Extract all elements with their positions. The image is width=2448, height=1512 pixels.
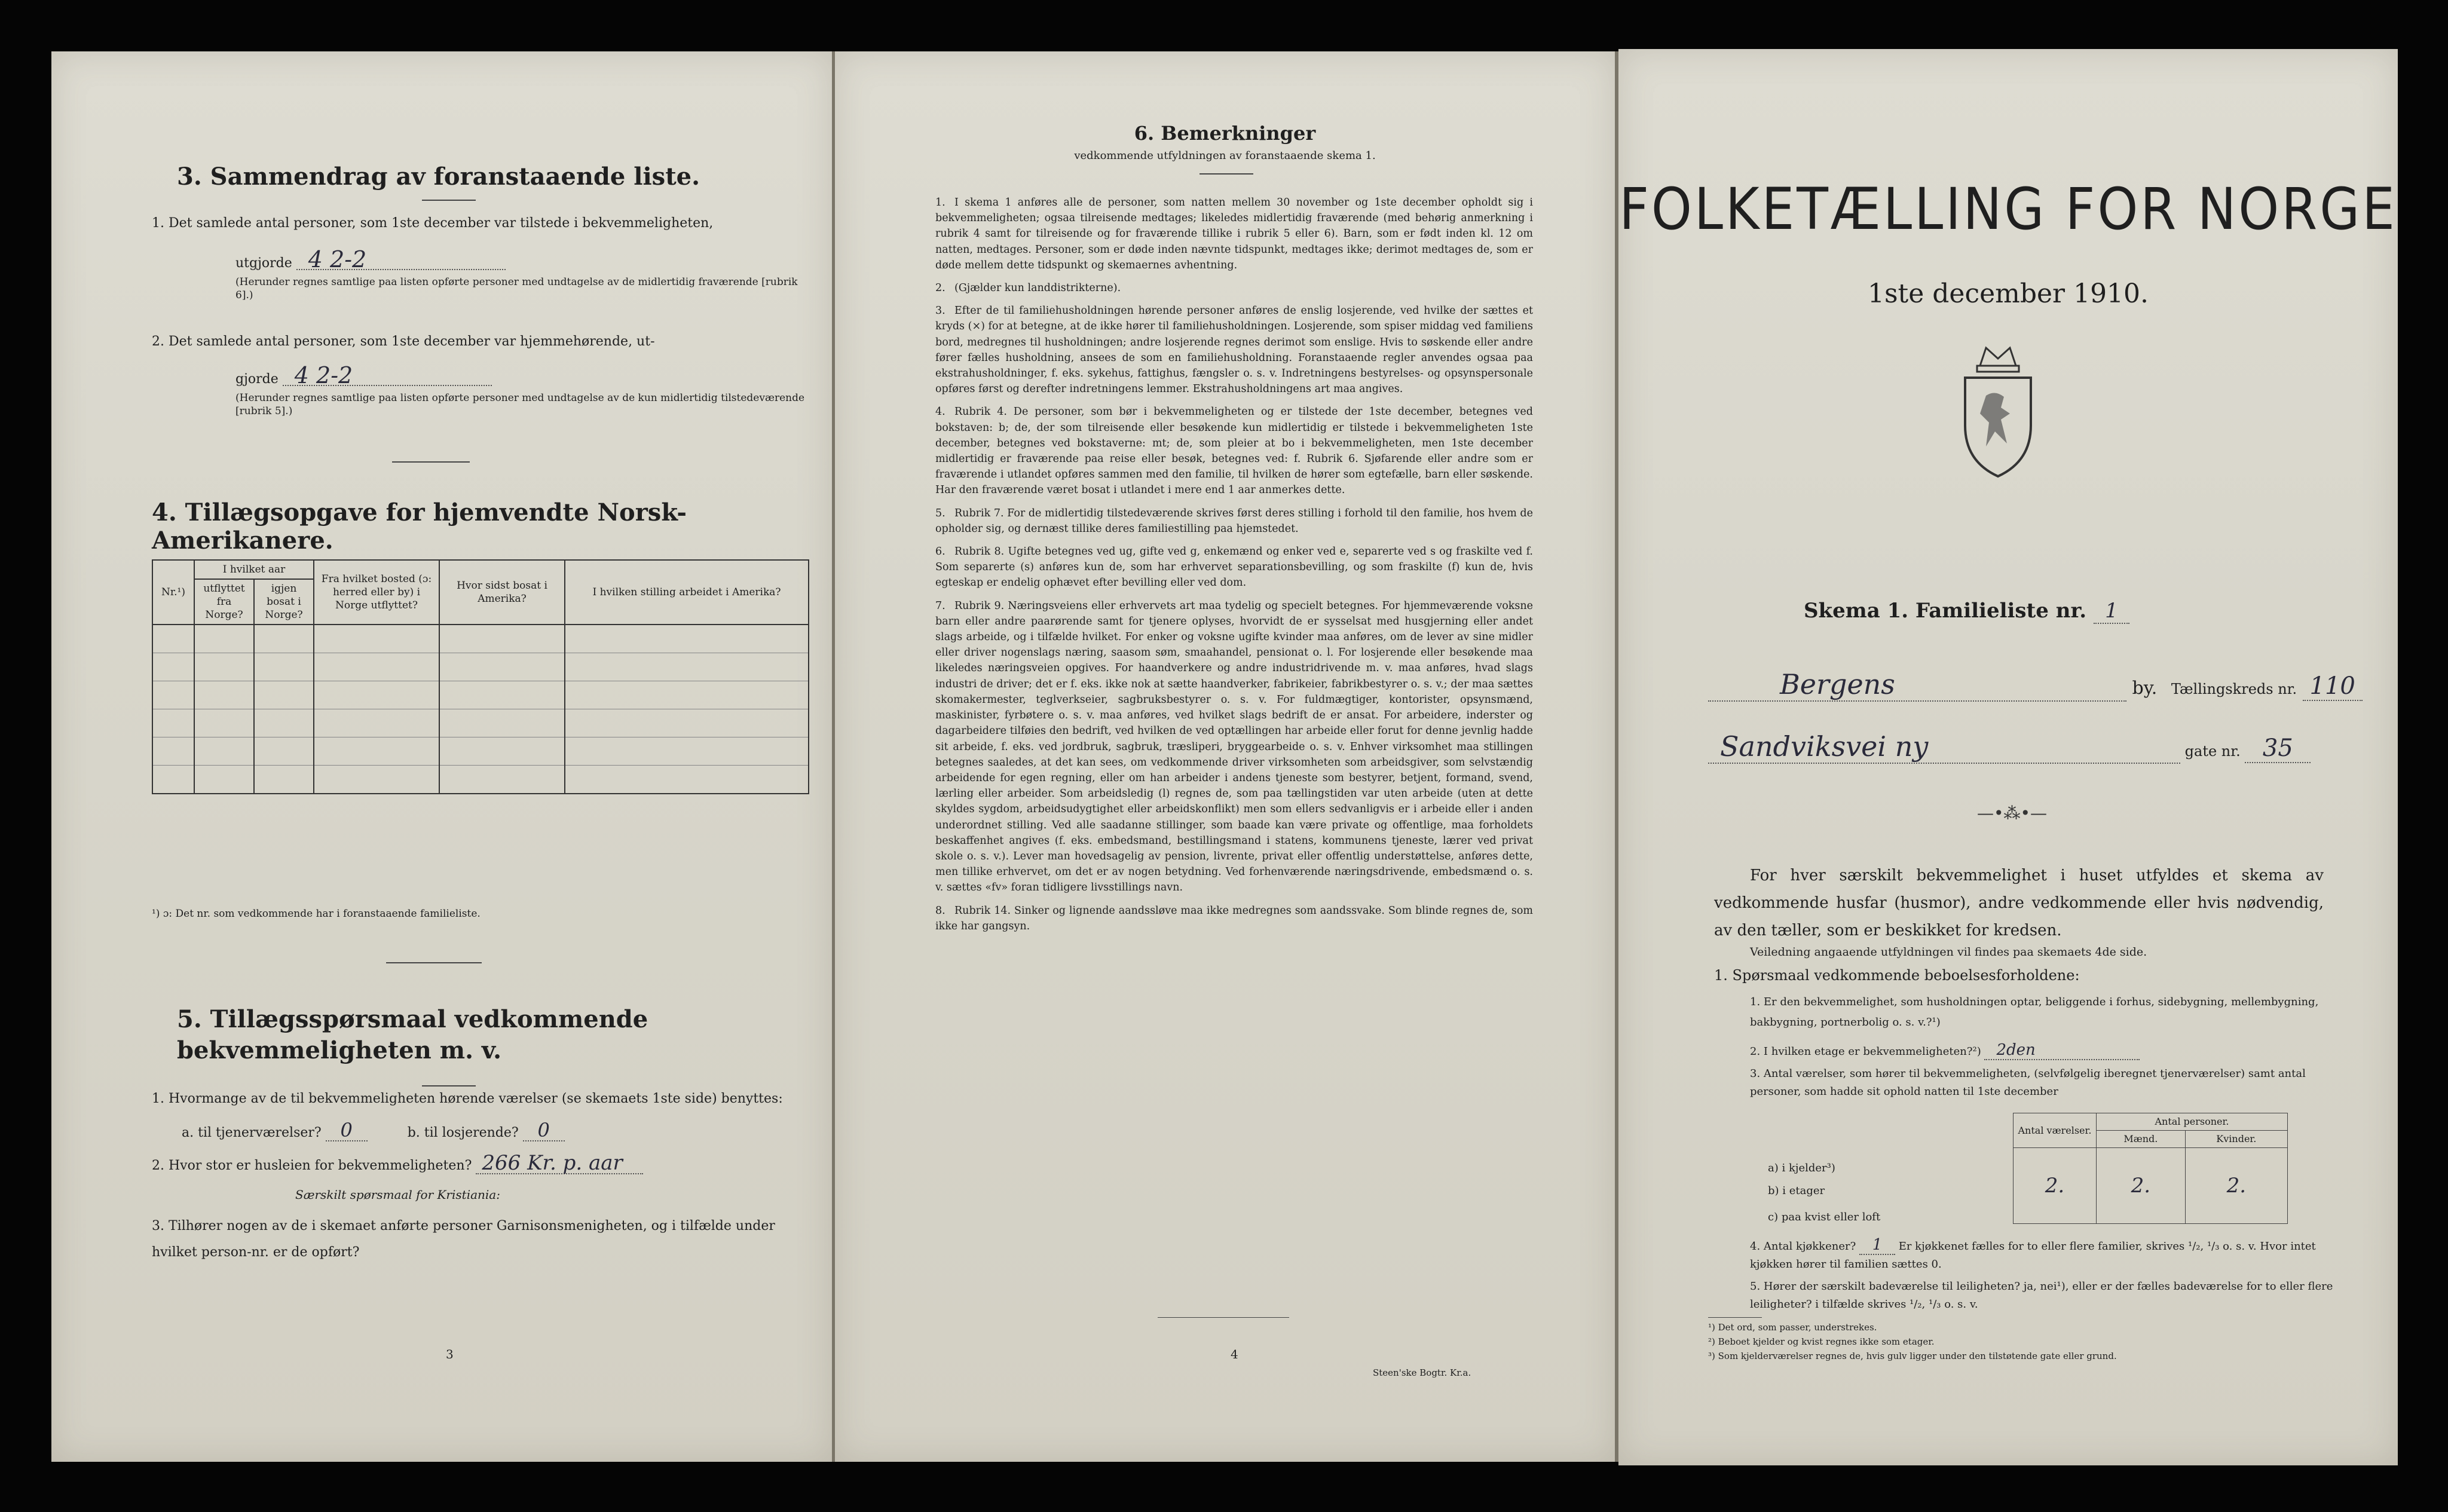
s3-q1-note: (Herunder regnes samtlige paa listen opførte personer med undtagelse av de midlertidig fraværende [rubrik 6].) [235,276,798,301]
page-left [51,51,832,1462]
maend-value[interactable]: 2. [2097,1173,2186,1198]
gate-label: gate nr. [2184,743,2241,760]
krets-value[interactable]: 110 [2303,672,2363,701]
cover-q4-label: 4. Antal kjøkkener? [1750,1240,1856,1253]
section-4-heading: 4. Tillægsopgave for hjemvendte Norsk-Amerikanere. [152,498,687,555]
col-nr: Nr.¹) [152,560,194,625]
remark-item [935,280,1533,296]
divider [422,200,476,201]
divider [1708,1317,1762,1318]
page-number: 4 [1231,1347,1238,1361]
remarks-subheading: vedkommende utfyldningen av foranstaaende skema 1. [1074,149,1376,162]
s3-q1-label: utgjorde [235,256,292,271]
divider [392,461,470,463]
remark-text: Rubrik 14. Sinker og lignende aandssløve maa ikke medregnes som aandssvake. Som blinde regnes de, som ikke har gangsyn. [935,904,1533,932]
s5-q1b-value[interactable]: 0 [523,1120,565,1141]
cover-q2 [1750,1041,2140,1060]
footnote-2: ²) Beboet kjelder og kvist regnes ikke som etager. [1708,1336,1935,1347]
census-date: 1ste december 1910. [1867,278,2149,309]
divider [422,1085,476,1086]
col-year-group: I hvilket aar [194,560,314,579]
cover-q4 [1750,1236,2360,1274]
intro-text: For hver særskilt bekvemmelighet i huset utfyldes et skema av vedkommende husfar (husmor), andre vedkommende eller hvis nødvendig, av den tæller, som er beskikket for kredsen. [1714,867,2324,939]
s5-q1: 1. Hvormange av de til bekvemmeligheten hørende værelser (se skemaets 1ste side) benyttes: [152,1091,783,1106]
s5-questions [152,1089,815,1266]
page-number: 3 [446,1347,454,1361]
col-stilling: I hvilken stilling arbeidet i Amerika? [565,560,809,625]
remark-text: Rubrik 9. Næringsveiens eller erhvervets art maa tydelig og specielt betegnes. For hjemmeværende voksne barn eller andre paarørende samt for tjenere oplyses, hvorvidt de er sysselsat med husgjerning eller andet slags arbeide, og i tilfælde hvilket. For enker og voksne ugifte kvinder maa anføres, om de lever av sine midler eller driver nogenslags næring, saasom søm, smaahandel, pensionat o. l. For losjerende eller besøkende maa likeledes næringsveien opgives. For haandverkere og andre industridrivende m. v. maa anføres, hvad slags industri de driver; det er f. eks. ikke nok at sætte haandverker, fabrikeier, fabrikbestyrer o. s. v.; der maa sættes skomakermester, teglverkseier, sagbruksbestyrer o. s. v. For fuldmægtiger, kontorister, opsynsmænd, maskinister, fyrbøtere o. s. v. maa anføres, ved hvilket slags bedrift de er ansat. For arbeidere, inderster og dagarbeidere tilføies den bedrift, ved hvilken de ved optællingen har arbeide eller forut for denne jevnlig hadde sit arbeide, f. eks. ved jordbruk, sagbruk, træsliperi, bryggearbeide o. s. v. Enhver virksomhet maa stillingen betegnes saaledes, at det kan sees, om vedkommende driver virksomheten som arbeidsgiver, som selvstændig arbeidende for egen regning, eller om han arbeider i andens tjeneste som bestyrer, betjent, formand, svend, lærling eller arbeider. Som arbeidsledig (l) regnes de, som paa tællingstiden var uten arbeide (uten at dette skyldes sygdom, arbeidsudygtighet eller arbeidskonflikt) men som ellers sedvanligvis er i arbeide eller i anden underordnet stilling. Ved alle saadanne stillinger, som baade kan være private og offentlige, maa forholdets beskaffenhet angives (f. eks. embedsmand, bestillingsmand i statens, kommunens tjeneste, lærer ved privat skole o. s. v.). Lever man hovedsagelig av pension, livrente, privat eller offentlig understøttelse, anføres dette, men tillike erhvervet, om det er av nogen betydning. Ved forhenværende næringsdrivende, embedsmænd o. s. v. sættes «fv» foran tidligere livsstillings navn. [935,599,1533,894]
s3-q2-text: 2. Det samlede antal personer, som 1ste december var hjemmehørende, ut- [152,334,655,349]
remarks-list [935,195,1533,941]
census-title: FOLKETÆLLING FOR NORGE [1619,176,2397,243]
city-value[interactable]: Bergens [1708,668,2126,702]
s3-q2 [152,332,815,418]
table-row [2014,1173,2288,1198]
page-cover [1618,49,2398,1465]
divider [1199,173,1253,175]
remark-text: Rubrik 4. De personer, som bør i bekvemmeligheten og er tilstede der 1ste december, betegnes ved bokstaven: b; de, der som tilreisende eller besøkende kun midlertidig er tilstede i bekvemmeligheten 1ste december, betegnes ved bokstaverne: mt; de, som pleier at bo i bekvemmeligheten, men 1ste december midlertidig er fraværende paa reise eller besøk, betegnes ved: f. Rubrik 6. Sjøfarende eller andre som er fraværende i utlandet opføres sammen med den familie, til hvilken de hører som egtefælle, barn eller søskende. Har den fraværende været bosat i utlandet i mere end 1 aar anmerkes dette. [935,406,1533,497]
remark-item [935,544,1533,591]
remark-number: 1. [935,197,945,209]
col-kvinder: Kvinder. [2185,1131,2287,1148]
s5-q2-label: 2. Hvor stor er husleien for bekvemmeligheten? [152,1158,472,1173]
remark-text: Rubrik 8. Ugifte betegnes ved ug, gifte ved g, enkemænd og enker ved e, separerte ved s og fraskilte ved f. Som separerte (s) anføres kun de, som har erhvervet separationsbevilling, og som fraskilte (f) kun de, hvis egteskap er endelig ophævet efter bevilling eller ved dom. [935,546,1533,589]
remark-number: 7. [935,599,945,612]
table-row [152,681,809,709]
schema-label [1804,599,2129,624]
remarks-heading: 6. Bemerkninger [1134,122,1316,145]
remark-number: 3. [935,305,945,317]
row-b-label: b) i etager [1768,1184,1825,1197]
remark-item [935,598,1533,896]
cover-q1: 1. Er den bekvemmelighet, som husholdningen optar, beliggende i forhus, sidebygning, mellembygning, bakbygning, portnerbolig o. s. v.?¹) [1750,996,2319,1029]
divider [1158,1317,1289,1318]
remark-text: (Gjælder kun landdistrikterne). [954,282,1121,295]
table-row [152,766,809,794]
remark-text: I skema 1 anføres alle de personer, som natten mellem 30 november og 1ste december opholdt sig i bekvemmeligheten; ogsaa tilreisende medtages; likeledes midlertidig fraværende (med behørig anmerkning i rubrik 4 samt for tilreisende og for fraværende tillike i rubrik 5 eller 6). Barn, som er født inden kl. 12 om natten, medtages. Personer, som er døde inden nævnte tidspunkt, medtages ikke; derimot medtages de, som er døde mellem dette tidspunkt og skemaernes avhentning. [935,197,1533,271]
schema-label-text: Skema 1. Familieliste nr. [1804,599,2087,623]
col-utflyttet: utflyttet fra Norge? [194,579,254,625]
s4-footnote: ¹) ɔ: Det nr. som vedkommende har i foranstaaende familieliste. [152,908,481,920]
s5-kristiania: Særskilt spørsmaal for Kristiania: [295,1187,500,1202]
s3-q2-value[interactable]: 4 2-2 [283,366,492,386]
street-line [1708,730,2366,764]
remark-text: Rubrik 7. For de midlertidig tilstedeværende skrives først deres stilling i forhold til den familie, hos hvem de opholder sig, og dernæst tillike deres familiestilling paa hjemstedet. [935,507,1533,535]
s3-q1-text: 1. Det samlede antal personer, som 1ste december var tilstede i bekvemmeligheten, [152,216,714,231]
remark-text: Efter de til familiehusholdningen hørende personer anføres de enslig losjerende, ved hvilke der sættes et kryds (×) for at betegne, at de ikke hører til familiehusholdningen. Losjerende, som spiser middag ved familiens bord, medregnes til husholdningen; andre losjerende regnes derimot som enslige. Hvis to søskende eller andre fører fælles husholdning, ansees de som en familiehusholdning. Foranstaaende regler anvendes ogsaa paa ekstrahusholdninger, f. eks. sykehus, fattighus, fængsler o. s. v. Indretningens bestyrelses- og opsynspersonale opføres først og derefter indretningens lemmer. Ekstrahusholdningens art maa angives. [935,305,1533,396]
col-bosted: Fra hvilket bosted (ɔ: herred eller by) i Norge utflyttet? [314,560,439,625]
cover-q3: 3. Antal værelser, som hører til bekvemmeligheten, (selvfølgelig iberegnet tjenerværelser) samt antal personer, som hadde sit ophold natten til 1ste december [1750,1067,2306,1098]
section-5-heading: 5. Tillægsspørsmaal vedkommende bekvemmeligheten m. v. [177,1005,648,1064]
s3-q2-label: gjorde [235,372,279,387]
remark-number: 4. [935,406,945,418]
col-personer: Antal personer. [2097,1113,2288,1131]
s3-q1 [152,214,815,302]
footnote-1: ¹) Det ord, som passer, understrekes. [1708,1322,1877,1333]
remark-number: 6. [935,546,945,558]
remark-item [935,903,1533,934]
s3-q1-value[interactable]: 4 2-2 [296,250,506,270]
footnote-3: ³) Som kjelderværelser regnes de, hvis gulv ligger under den tilstøtende gate eller grund. [1708,1351,2117,1361]
remark-item [935,506,1533,537]
row-a-label: a) i kjelder³) [1768,1162,1835,1174]
norsk-amerikanere-table [152,559,809,794]
remark-item [935,195,1533,273]
coat-of-arms-icon [1953,342,2043,479]
city-suffix: by. [2132,678,2158,699]
table-row [2014,1148,2288,1174]
table-row [152,625,809,653]
cover-q2-value[interactable]: 2den [1984,1041,2140,1060]
remark-number: 5. [935,507,945,519]
table-row [152,709,809,737]
remark-item [935,303,1533,397]
gate-value[interactable]: 35 [2245,734,2311,763]
divider [386,962,482,963]
page-middle [835,51,1615,1462]
col-igjen: igjen bosat i Norge? [254,579,314,625]
kvinder-value[interactable]: 2. [2185,1173,2287,1198]
questions-heading: 1. Spørsmaal vedkommende beboelsesforholdene: [1714,967,2080,984]
col-vaerelser: Antal værelser. [2014,1113,2097,1148]
section-3-heading: 3. Sammendrag av foranstaaende liste. [177,163,700,191]
s5-q1b-label: b. til losjerende? [407,1125,519,1140]
cover-q5: 5. Hører der særskilt badeværelse til leiligheten? ja, nei¹), eller er der fælles badeværelse for to eller flere leiligheter? i tilfælde skrives ¹/₂, ¹/₃ o. s. v. [1750,1280,2333,1311]
vaerelser-value[interactable]: 2. [2014,1173,2097,1198]
table-row [2014,1198,2288,1224]
col-maend: Mænd. [2097,1131,2186,1148]
s5-q3: 3. Tilhører nogen av de i skemaet anførte personer Garnisonsmenigheten, og i tilfælde under hvilket person-nr. er de opført? [152,1219,775,1260]
table-row [152,737,809,766]
krets-label: Tællingskreds nr. [2171,681,2297,697]
row-c-label: c) paa kvist eller loft [1768,1211,1881,1223]
s5-q2-value[interactable]: 266 Kr. p. aar [476,1153,643,1174]
col-sidst: Hvor sidst bosat i Amerika? [439,560,565,625]
remark-number: 2. [935,282,945,295]
cover-q4-text: Er kjøkkenet fælles for to eller flere familier, skrives ¹/₂, ¹/₃ o. s. v. Hvor intet kjøkken hører til familien sættes 0. [1750,1240,2316,1271]
schema-nr-value[interactable]: 1 [2094,599,2129,624]
printer-mark: Steen'ske Bogtr. Kr.a. [1373,1367,1471,1378]
ornament-icon: —•⁂•— [1977,803,2048,823]
veiledning-text: Veiledning angaaende utfyldningen vil findes paa skemaets 4de side. [1750,945,2147,959]
s3-q2-note: (Herunder regnes samtlige paa listen opførte personer med undtagelse av de kun midlertidig tilstedeværende [rubrik 5].) [235,392,805,417]
cover-q2-label: 2. I hvilken etage er bekvemmeligheten?²) [1750,1045,1981,1058]
cover-q4-value[interactable]: 1 [1859,1236,1895,1255]
table-row [152,653,809,681]
remark-item [935,404,1533,498]
rooms-persons-table [2013,1113,2288,1224]
street-value[interactable]: Sandviksvei ny [1708,730,2180,764]
s5-q1a-label: a. til tjenerværelser? [182,1125,322,1140]
remark-number: 8. [935,904,945,917]
city-line [1708,668,2366,702]
s5-q1a-value[interactable]: 0 [326,1120,368,1141]
